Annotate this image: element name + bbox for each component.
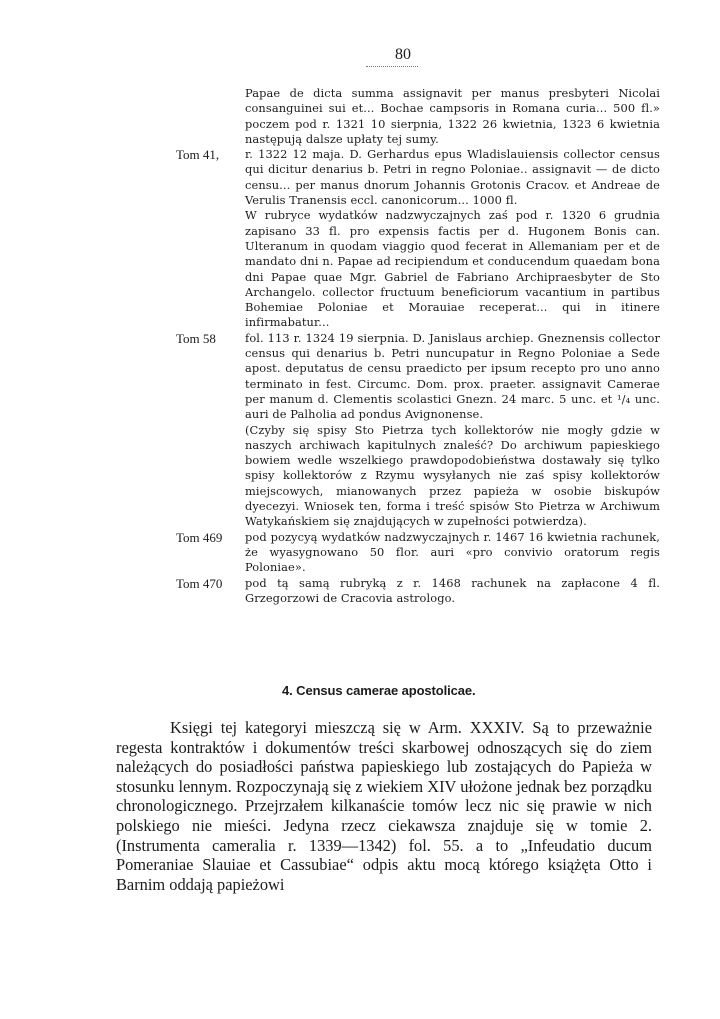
note-entry bbox=[170, 331, 660, 423]
volume-reference: Tom 41, bbox=[176, 147, 220, 163]
note-entry bbox=[170, 147, 660, 208]
note-text: (Czyby się spisy Sto Pietrza tych kollektorów nie mogły gdzie w naszych archiwach kapitulnych znaleść? Do archiwum papieskiego bowiem wedle wszelkiego prawdopodobieństwa dostawały się tylko spisy kollektorów z Rzymu wysyłanych nie zaś spisy kollektorów miejscowych, mianowanych przez papieża w osobie biskupów dyecezyi. Wniosek ten, forma i treść spisów Sto Pietrza w Archiwum Watykańskiem się znajdujących w zupełności potwierdza). bbox=[245, 422, 660, 529]
note-text: fol. 113 r. 1324 19 sierpnia. D. Janislaus archiep. Gneznensis collector census qui denarius b. Petri nuncupatur in Regno Poloniae a Sede apost. deputatus de censu praedicto per ipsum recepto pro uno anno terminato in fest. Circumc. Dom. prox. praeter. assignavit Camerae per manum d. Clementis scolastici Gnezn. 24 marc. 5 unc. et ¹/₄ unc. auri de Palholia ad pondus Avignonense. bbox=[245, 330, 660, 422]
body-paragraph: Księgi tej kategoryi mieszczą się w Arm. XXXIV. Są to przeważnie regesta kontraktów i dokumentów treści skarbowej odnoszących się do ziem należących do posiadłości państwa papieskiego lub zostających do Papieża w stosunku lennym. Rozpoczynają się z wiekiem XIV ułożone jednak bez porządku chronologicznego. Przejrzałem kilkanaście tomów lecz nic się prawie w nich polskiego nie mieści. Jedyna rzecz ciekawsza znajduje się w tomie 2. (Instrumenta cameralia r. 1339—1342) fol. 55. a to „Infeudatio ducum Pomeraniae Slauiae et Cassubiae“ odpis aktu mocą którego książęta Otto i Barnim oddają papieżowi bbox=[116, 718, 652, 894]
header-rule bbox=[366, 66, 418, 67]
note-entry bbox=[170, 423, 660, 530]
note-text: r. 1322 12 maja. D. Gerhardus epus Wladislauiensis collector census qui dicitur denarius b. Petri in regno Poloniae.. assignavit — de dicto censu... per manus dnorum Johannis Grotonis Cracov. et Andreae de Verulis Tranensis eccl. canonicorum... 1000 fl. bbox=[245, 147, 660, 208]
section-heading: 4. Census camerae apostolicae. bbox=[282, 683, 476, 698]
note-text: pod tą samą rubryką z r. 1468 rachunek na zapłacone 4 fl. Grzegorzowi de Cracovia astrologo. bbox=[245, 575, 660, 605]
volume-reference: Tom 469 bbox=[176, 529, 223, 545]
note-text: Papae de dicta summa assignavit per manus presbyteri Nicolai consanguinei sui et... Bochae campsoris in Romana curia... 500 fl.» poczem pod r. 1321 10 sierpnia, 1322 26 kwietnia, 1323 6 kwietnia następują dalsze upłaty tej sumy. bbox=[245, 86, 660, 146]
note-entry bbox=[170, 86, 660, 147]
page-number: 80 bbox=[395, 46, 411, 63]
volume-reference: Tom 470 bbox=[176, 575, 223, 591]
note-entry bbox=[170, 576, 660, 607]
note-entry bbox=[170, 208, 660, 330]
body-text bbox=[116, 718, 652, 894]
note-text: W rubryce wydatków nadzwyczajnych zaś pod r. 1320 6 grudnia zapisano 33 fl. pro expensis factis per d. Hugonem Bonis can. Ulteranum in quodam viaggio quod fecerat in Allemaniam per et de mandato dni n. Papae ad recipiendum et conducendum quaedam bona dni Papae quae Mgr. Gabriel de Fabriano Archipraesbyter de Sto Archangelo. collector fructuum beneficiorum vacantium in partibus Bohemiae Poloniae et Morauiae receperat... qui in itinere infirmabatur... bbox=[245, 208, 660, 330]
note-text: pod pozycyą wydatków nadzwyczajnych r. 1467 16 kwietnia rachunek, że wyasygnowano 50 flor. auri «pro convivio oratorum regis Poloniae». bbox=[245, 529, 660, 575]
note-entry bbox=[170, 530, 660, 576]
notes-block bbox=[170, 86, 660, 606]
volume-reference: Tom 58 bbox=[176, 330, 216, 346]
